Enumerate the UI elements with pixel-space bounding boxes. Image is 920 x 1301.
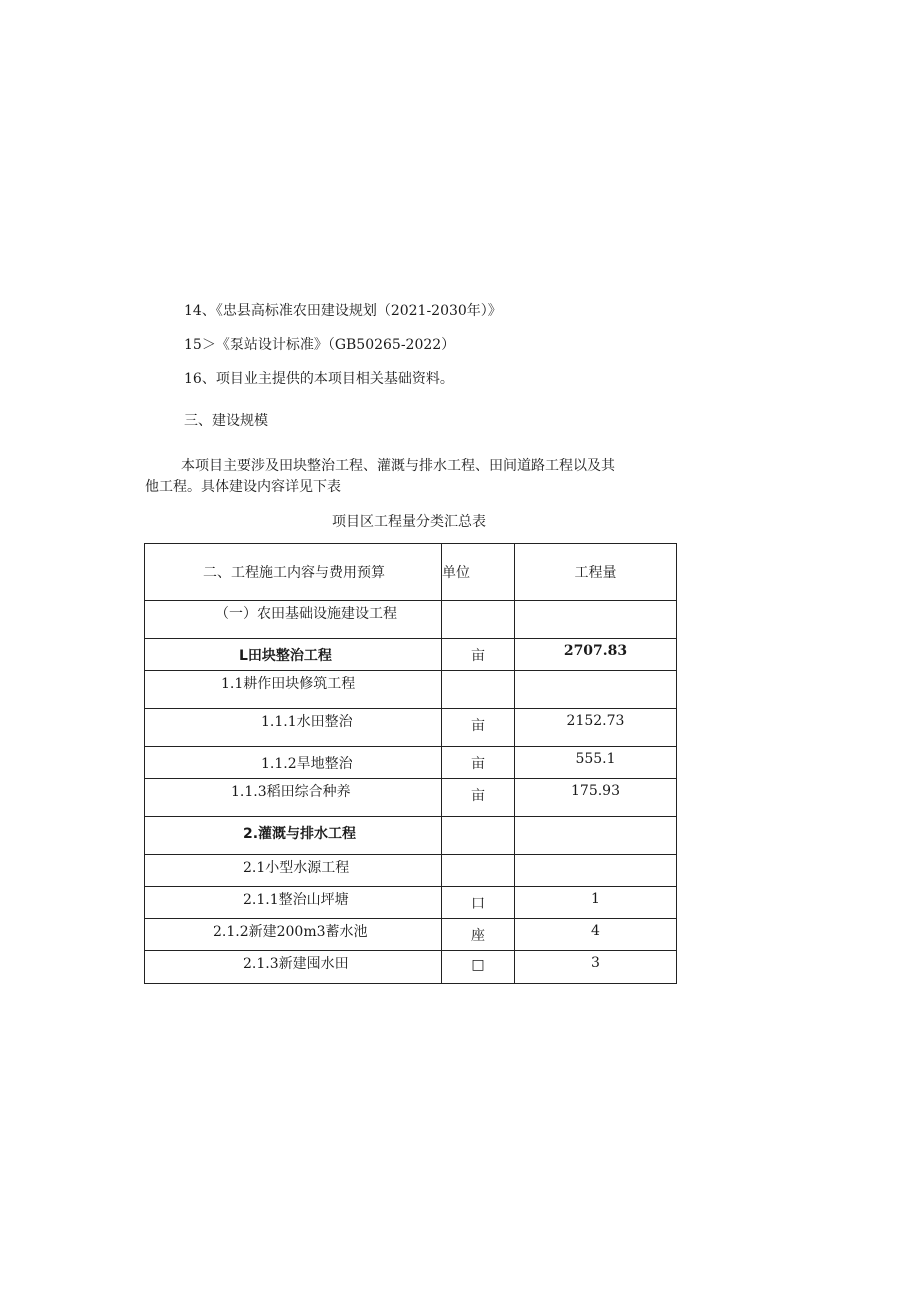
row-quantity: 1 (515, 887, 677, 919)
table-row (145, 951, 677, 984)
row-name: 2.1.3新建囤水田 (145, 951, 442, 984)
row-quantity: 2152.73 (515, 709, 677, 747)
row-name: L田块整治工程 (145, 639, 442, 671)
table-row (145, 639, 677, 671)
paragraph-line-2: 他工程。具体建设内容详见下表 (145, 479, 341, 495)
row-quantity: 3 (515, 951, 677, 984)
row-unit (442, 817, 515, 855)
row-quantity (515, 671, 677, 709)
table-row (145, 601, 677, 639)
row-quantity: 2707.83 (515, 639, 677, 671)
row-name: 1.1.1水田整治 (145, 709, 442, 747)
paragraph-line-1: 本项目主要涉及田块整治工程、灌溉与排水工程、田间道路工程以及其 (181, 458, 615, 474)
row-name: 2.灌溉与排水工程 (145, 817, 442, 855)
table-row (145, 747, 677, 779)
row-unit (442, 671, 515, 709)
row-quantity (515, 817, 677, 855)
row-unit: 亩 (442, 779, 515, 817)
row-quantity: 555.1 (515, 747, 677, 779)
row-name: 1.1.2旱地整治 (145, 747, 442, 779)
row-unit: 亩 (442, 639, 515, 671)
row-name: 2.1.2新建200m3蓄水池 (145, 919, 442, 951)
row-name: （一）农田基础设施建设工程 (145, 601, 442, 639)
table-row (145, 887, 677, 919)
row-unit: 亩 (442, 709, 515, 747)
table-row (145, 779, 677, 817)
row-name: 2.1.1整治山坪塘 (145, 887, 442, 919)
row-quantity (515, 601, 677, 639)
header-unit: 单位 (442, 544, 515, 601)
table-header-row (145, 544, 677, 601)
header-content: 二、工程施工内容与费用预算 (145, 544, 442, 601)
row-quantity: 4 (515, 919, 677, 951)
row-unit: 亩 (442, 747, 515, 779)
table-row (145, 671, 677, 709)
reference-15: 15＞《泵站设计标准》（GB50265-2022） (184, 337, 456, 353)
row-name: 1.1耕作田块修筑工程 (145, 671, 442, 709)
row-unit: 口 (442, 887, 515, 919)
row-unit: □ (442, 951, 515, 984)
table-row (145, 709, 677, 747)
row-quantity: 175.93 (515, 779, 677, 817)
row-quantity (515, 855, 677, 887)
reference-14: 14、《忠县高标准农田建设规划（2021-2030年）》 (184, 303, 502, 319)
row-name: 1.1.3稻田综合种养 (145, 779, 442, 817)
table-row (145, 855, 677, 887)
table-caption: 项目区工程量分类汇总表 (332, 514, 486, 530)
table-row (145, 817, 677, 855)
row-name: 2.1小型水源工程 (145, 855, 442, 887)
row-unit: 座 (442, 919, 515, 951)
header-quantity: 工程量 (515, 544, 677, 601)
table-row (145, 919, 677, 951)
row-unit (442, 855, 515, 887)
section-heading: 三、建设规模 (184, 413, 268, 429)
row-unit (442, 601, 515, 639)
summary-table (144, 543, 677, 984)
reference-16: 16、项目业主提供的本项目相关基础资料。 (184, 371, 454, 387)
